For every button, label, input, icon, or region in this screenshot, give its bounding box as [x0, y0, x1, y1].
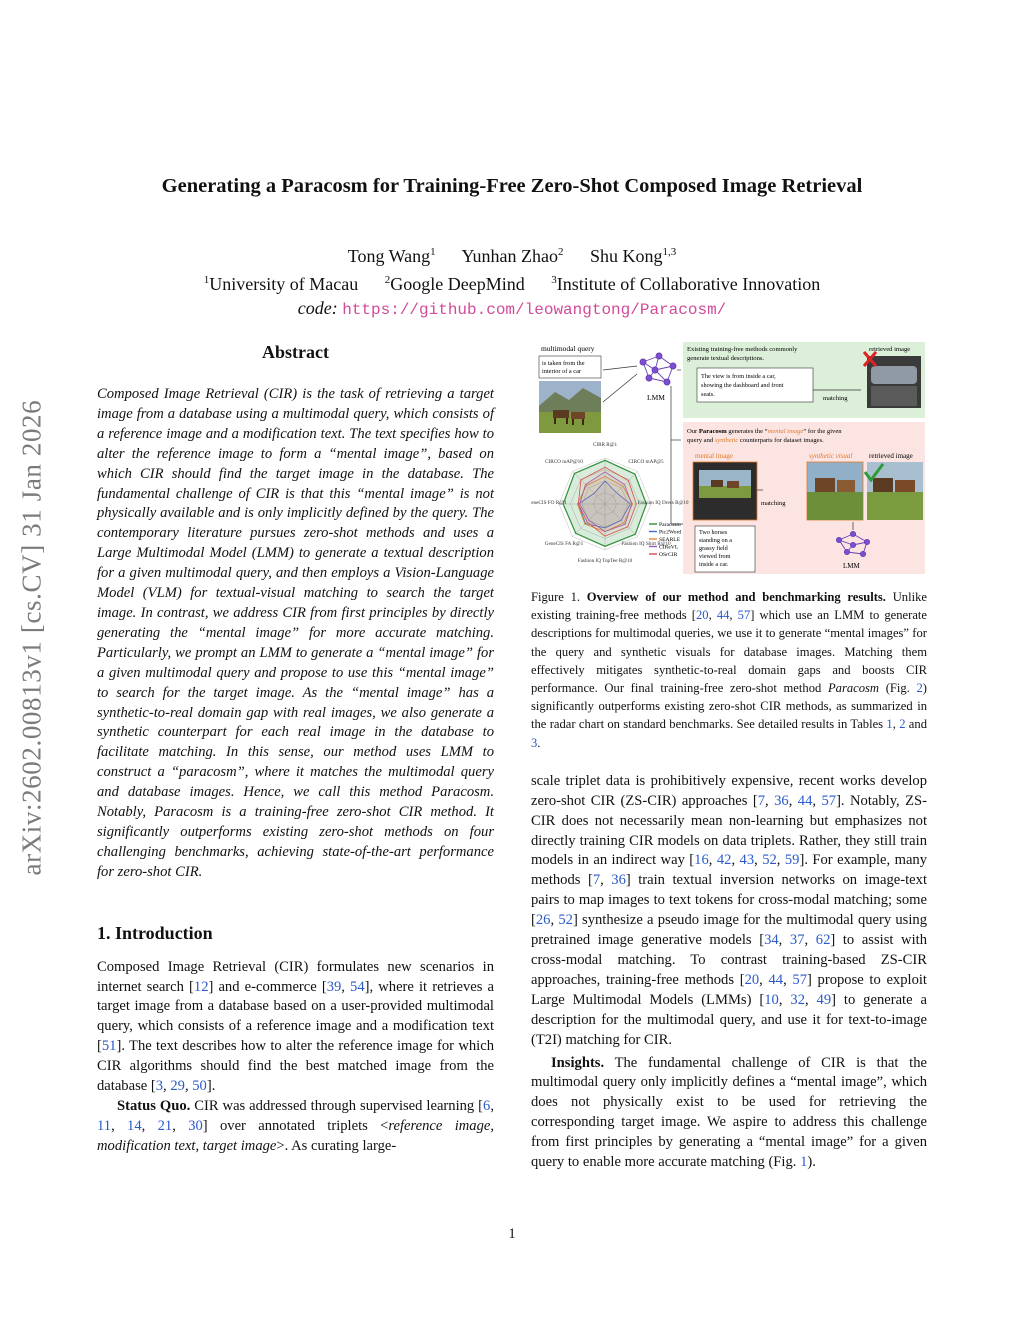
- citation-link[interactable]: 43: [739, 852, 755, 869]
- citation-link[interactable]: 44: [797, 792, 813, 809]
- citation-link[interactable]: 59: [784, 852, 800, 869]
- radar-axis-label: CIRCO mAP@5: [628, 458, 664, 465]
- citation-link[interactable]: 36: [611, 872, 626, 889]
- radar-axis-label: Fashion IQ TopTee R@10: [577, 558, 633, 564]
- citation-link[interactable]: 37: [789, 932, 805, 949]
- radar-axis-label: CIRR R@1: [592, 442, 618, 448]
- query-text-line: interior of a car: [542, 368, 581, 375]
- left-column: [97, 340, 494, 1157]
- paper-title: Generating a Paracosm for Training-Free Zero-Shot Composed Image Retrieval: [161, 175, 863, 197]
- citation-link[interactable]: 52: [762, 852, 777, 869]
- body-paragraph-2: Insights. The fundamental challenge of CIR is that the multimodal query only implicitly defines a “mental image”, which does not physically exist to be used for retrieving the corresponding target image. We aspire to address this challenge from first principles by generating a “mental image” for a given query to enable more accurate matching (Fig. 1).: [531, 1054, 927, 1171]
- citation-link[interactable]: 42: [716, 852, 732, 869]
- author-block: [60, 240, 964, 322]
- abstract-text: Composed Image Retrieval (CIR) is the task of retrieving a target image from a database using a multimodal query, which consists of a reference image and a modification text. The text specifies how to alter the reference image to form a “mental image”, based on which CIR should find the target image in the database. The fundamental challenge of CIR is that this “mental image” is not physically available and is only implicitly defined by the query. The contemporary literature pursues zero-shot methods and uses a Large Multimodal Model (LMM) to generate a textual description for a given multimodal query, and then employs a Vision-Language Model (VLM) for textual-visual matching to search the target image. In contrast, we address CIR from first principles by directly generating the “mental image” for more accurate matching. Particularly, we prompt an LMM to generate a “mental image” for a given multimodal query and propose to use this “mental image” to search for the target image. As the “mental image” has a synthetic-to-real domain gap with real images, we also generate a synthetic counterpart for each real image in the database to facilitate matching. In this sense, our method uses LMM to construct a “paracosm”, where it matches the multimodal query and database images. Hence, we call this method Paracosm. Notably, Paracosm is a training-free zero-shot CIR method. It significantly outperforms existing zero-shot methods on four challenging benchmarks, achieving state-of-the-art performance for zero-shot CIR.: [97, 386, 494, 880]
- citation-link[interactable]: 30: [188, 1117, 203, 1134]
- code-line: [60, 296, 964, 322]
- citation-link[interactable]: 57: [737, 608, 751, 623]
- citation-link[interactable]: 50: [192, 1078, 207, 1095]
- citation-link[interactable]: 2: [899, 717, 906, 732]
- citation-link[interactable]: 26: [535, 912, 551, 929]
- legend-label: Paracosm: [659, 522, 681, 528]
- citation-link[interactable]: 3: [155, 1078, 164, 1095]
- citation-link[interactable]: 20: [744, 971, 760, 988]
- citation-link[interactable]: 57: [792, 971, 807, 988]
- mental-text-line: grassy field: [699, 545, 728, 552]
- description-line: showing the dashboard and front: [701, 382, 784, 389]
- arrow: [603, 366, 637, 370]
- intro-heading: 1. Introduction: [97, 922, 213, 943]
- intro-paragraph-1: Composed Image Retrieval (CIR) formulates new scenarios in internet search [12] and e-commerce [39, 54], where it retrieves a target image from a database based on a user-provided multimodal query, which consists of a reference image and a modification text [51]. The text describes how to alter the reference image for which CIR algorithms should find the best matched image from the database [3, 29, 50].: [97, 958, 495, 1095]
- synthetic-visual-image: [807, 462, 863, 520]
- retrieved-image-label: retrieved image: [869, 452, 913, 460]
- page-number: 1: [508, 1226, 516, 1242]
- radar-axis-label: Fashion IQ Shirt R@10: [621, 541, 671, 548]
- citation-link[interactable]: 7: [757, 792, 766, 809]
- query-text-line: is taken from the: [542, 360, 585, 367]
- figure-1: [531, 340, 927, 576]
- code-link[interactable]: https://github.com/leowangtong/Paracosm/: [342, 301, 727, 319]
- right-column: [531, 340, 927, 1173]
- run-in-heading: Status Quo.: [117, 1098, 191, 1114]
- citation-link[interactable]: 11: [97, 1117, 112, 1134]
- mental-text-line: Two horses: [699, 529, 728, 536]
- citation-link[interactable]: 36: [774, 792, 789, 809]
- citation-link[interactable]: 2: [916, 681, 923, 696]
- retrieved-image-label: retrieved image: [869, 346, 911, 353]
- affiliation: Google DeepMind: [390, 274, 525, 294]
- matching-label: matching: [761, 500, 786, 507]
- arxiv-margin-stamp: arXiv:2602.00813v1 [cs.CV] 31 Jan 2026: [16, 399, 47, 876]
- citation-link[interactable]: 62: [815, 932, 831, 949]
- right-body: [531, 772, 927, 1173]
- lmm-label: LMM: [843, 562, 860, 570]
- citation-link[interactable]: 57: [821, 792, 837, 809]
- citation-link[interactable]: 10: [764, 991, 779, 1008]
- existing-caption: Existing training-free methods commonly: [687, 346, 798, 353]
- run-in-heading: Insights.: [551, 1054, 605, 1071]
- description-line: The view is from inside a car,: [701, 373, 776, 380]
- legend-label: Pic2Word: [659, 529, 682, 536]
- code-label: code:: [297, 298, 338, 318]
- mental-text-line: standing on a: [699, 537, 732, 544]
- description-line: seats.: [701, 391, 715, 398]
- citation-link[interactable]: 16: [694, 852, 709, 869]
- citation-link[interactable]: 12: [193, 978, 209, 995]
- mental-image: [693, 462, 757, 520]
- affiliation: University of Macau: [209, 274, 359, 294]
- author-names: Tong Wang$^1$ Yunhan Zhao$^2$ Shu Kong$^{1,3}$: [347, 246, 677, 266]
- mental-text-line: inside a car.: [699, 561, 729, 568]
- citation-link[interactable]: 14: [127, 1117, 142, 1134]
- lmm-network-icon: [640, 353, 676, 385]
- citation-link[interactable]: 1: [886, 717, 893, 732]
- radar-legend: [649, 522, 681, 558]
- paracosm-caption: Our Paracosm generates the “mental image” for the given: [687, 428, 842, 435]
- synthetic-visual-label: synthetic visual: [809, 452, 853, 460]
- citation-link[interactable]: 34: [764, 932, 779, 949]
- radar-axis-label: GeneCIS FA R@1: [544, 541, 584, 548]
- author: Tong Wang: [347, 246, 431, 266]
- lmm-label: LMM: [647, 393, 665, 402]
- retrieved-image-correct: [867, 462, 923, 520]
- intro-paragraph-2: Status Quo. CIR was addressed through supervised learning [6, 11, 14, 21, 30] over annotated triplets <reference image, modification text, target image>. As curating large-: [97, 1098, 495, 1154]
- existing-caption: generate textual descriptions.: [687, 355, 765, 362]
- affiliation: Institute of Collaborative Innovation: [556, 274, 821, 294]
- matching-label: matching: [823, 395, 848, 402]
- multimodal-query-label: multimodal query: [541, 344, 595, 353]
- reference-image: [539, 381, 601, 433]
- radar-axis-label: GeneCIS FO R@1: [531, 500, 567, 506]
- abstract-heading: Abstract: [262, 342, 329, 362]
- radar-axis-label: CIRCO mAP@10: [545, 458, 583, 465]
- citation-link[interactable]: 1: [800, 1154, 808, 1171]
- legend-label: SEARLE: [659, 537, 681, 543]
- radar-axis-label: Fashion IQ Dress R@10: [637, 500, 689, 506]
- citation-link[interactable]: 54: [350, 978, 365, 995]
- mental-text-line: viewed from: [699, 553, 731, 560]
- citation-link[interactable]: 29: [170, 1078, 185, 1095]
- author: Yunhan Zhao: [461, 246, 558, 266]
- citation-link[interactable]: 52: [558, 912, 573, 929]
- affiliations: $^1$University of Macau $^2$Google DeepMind $^3$Institute of Collaborative Innovation: [203, 274, 821, 294]
- citation-link[interactable]: 7: [592, 872, 601, 889]
- arrow: [603, 374, 637, 402]
- citation-link[interactable]: 21: [157, 1117, 173, 1134]
- mental-image-label: mental image: [695, 452, 733, 460]
- figure-1-diagram: [531, 340, 927, 576]
- citation-link[interactable]: 51: [101, 1038, 117, 1055]
- citation-link[interactable]: 49: [816, 991, 832, 1008]
- body-paragraph-1: scale triplet data is prohibitively expensive, recent works develop zero-shot CIR (ZS-CIR) approaches [7, 36, 44, 57]. Notably, ZS-CIR does not necessarily mean non-learning but emphasizes not directly training CIR models on data triplets. Rather, they still train models in an indirect way [16, 42, 43, 52, 59]. For example, many methods [7, 36] train textual inversion networks on image-text pairs to map images to text tokens for cross-modal matching; some [26, 52] synthesize a pseudo image for the multimodal query using pretrained image generative models [34, 37, 62] to assist with cross-modal matching. To contrast training-based ZS-CIR approaches, training-free methods [20, 44, 57] propose to exploit Large Multimodal Models (LMMs) [10, 32, 49] to generate a description for the multimodal query, and use it for text-to-image (T2I) matching for CIR.: [531, 772, 928, 1048]
- citation-link[interactable]: 39: [326, 978, 342, 995]
- citation-link[interactable]: 44: [716, 608, 730, 623]
- citation-link[interactable]: 20: [695, 608, 709, 623]
- citation-link[interactable]: 3: [531, 735, 538, 750]
- legend-label: OSrCIR: [659, 552, 678, 558]
- legend-label: CIReVL: [659, 544, 679, 551]
- citation-link[interactable]: 6: [483, 1098, 491, 1114]
- figure-1-caption: Figure 1. Overview of our method and benchmarking results. Unlike existing training-free methods [20, 44, 57] which use an LMM to generate descriptions for multimodal queries, we use it to generate “mental images” for the query and synthetic visuals for database images. Matching them effectively mitigates synthetic-to-real domain gaps and boosts CIR performance. Our final training-free zero-shot method Paracosm (Fig. 2) significantly outperforms existing zero-shot CIR methods, as summarized in the radar chart on standard benchmarks. See detailed results in Tables 1, 2 and 3.: [531, 590, 927, 750]
- citation-link[interactable]: 32: [790, 991, 805, 1008]
- citation-link[interactable]: 44: [768, 971, 784, 988]
- author: Shu Kong: [590, 246, 663, 266]
- paracosm-caption: query and synthetic counterparts for dataset images.: [687, 437, 824, 444]
